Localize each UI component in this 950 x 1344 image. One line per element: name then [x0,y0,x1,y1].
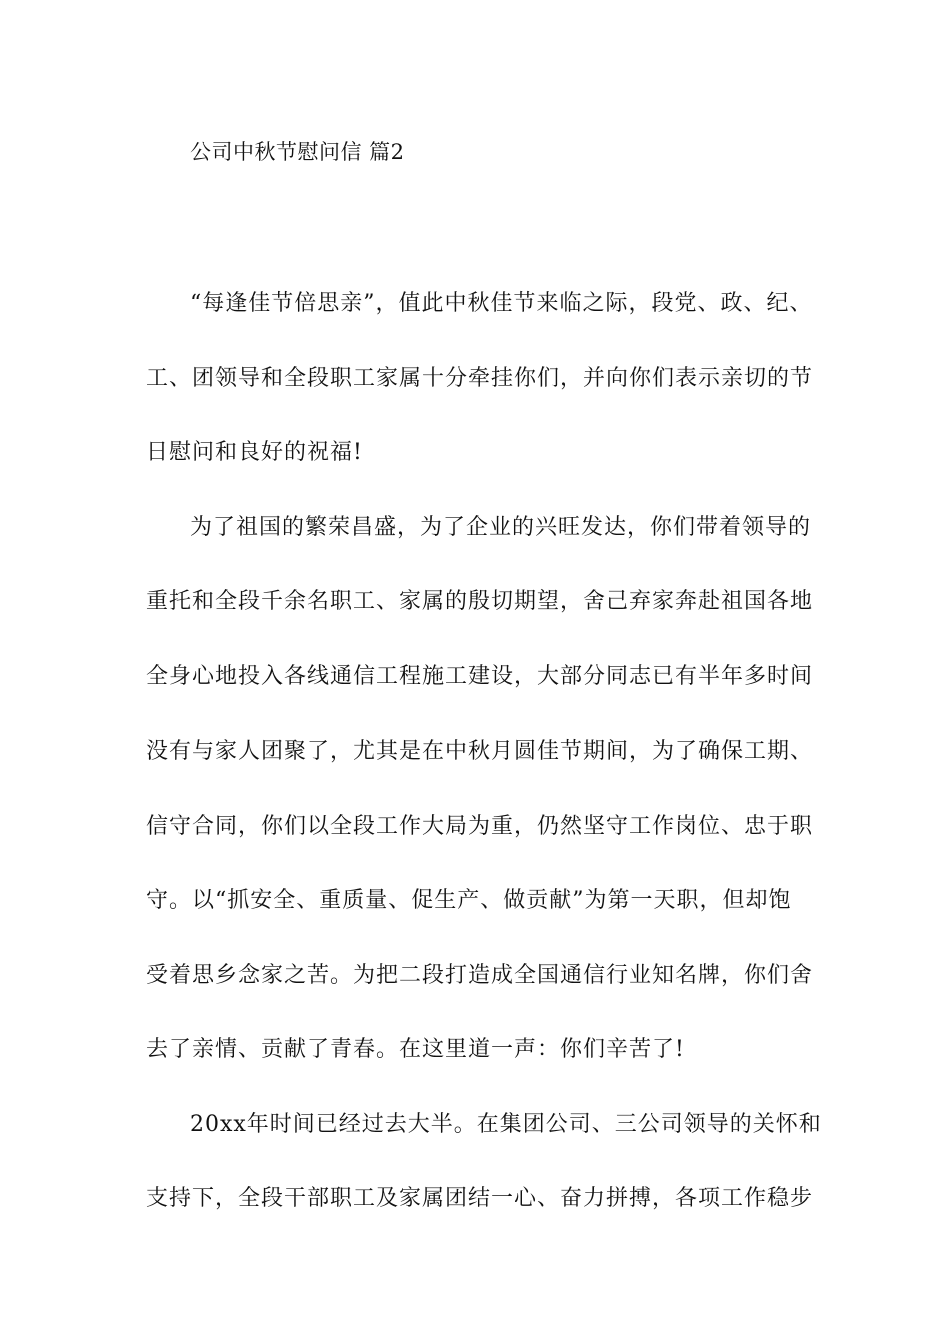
paragraph-2-line-5: 信守合同，你们以全段工作大局为重，仍然坚守工作岗位、忠于职 [146,814,814,839]
paragraph-2-line-2: 重托和全段千余名职工、家属的殷切期望，舍己弃家奔赴祖国各地 [146,589,814,614]
paragraph-2-line-6: 守。以“抓安全、重质量、促生产、做贡献”为第一天职，但却饱 [146,888,792,913]
document-title: 公司中秋节慰问信 篇2 [190,140,405,164]
paragraph-2-line-1: 为了祖国的繁荣昌盛，为了企业的兴旺发达，你们带着领导的 [190,515,812,540]
paragraph-2-line-3: 全身心地投入各线通信工程施工建设，大部分同志已有半年多时间 [146,664,814,689]
paragraph-1-line-1: “每逢佳节倍思亲”，值此中秋佳节来临之际，段党、政、纪、 [190,291,813,316]
paragraph-1-line-2: 工、团领导和全段职工家属十分牵挂你们，并向你们表示亲切的节 [146,366,814,391]
paragraph-3-line-2: 支持下，全段干部职工及家属团结一心、奋力拼搏，各项工作稳步 [146,1186,814,1211]
paragraph-2-line-4: 没有与家人团聚了，尤其是在中秋月圆佳节期间，为了确保工期、 [146,739,814,764]
paragraph-3-line-1: 20xx年时间已经过去大半。在集团公司、三公司领导的关怀和 [190,1112,822,1137]
paragraph-1-line-3: 日慰问和良好的祝福! [146,440,363,465]
paragraph-2-line-7: 受着思乡念家之苦。为把二段打造成全国通信行业知名牌，你们舍 [146,963,814,988]
paragraph-2-line-8: 去了亲情、贡献了青春。在这里道一声：你们辛苦了! [146,1037,685,1062]
